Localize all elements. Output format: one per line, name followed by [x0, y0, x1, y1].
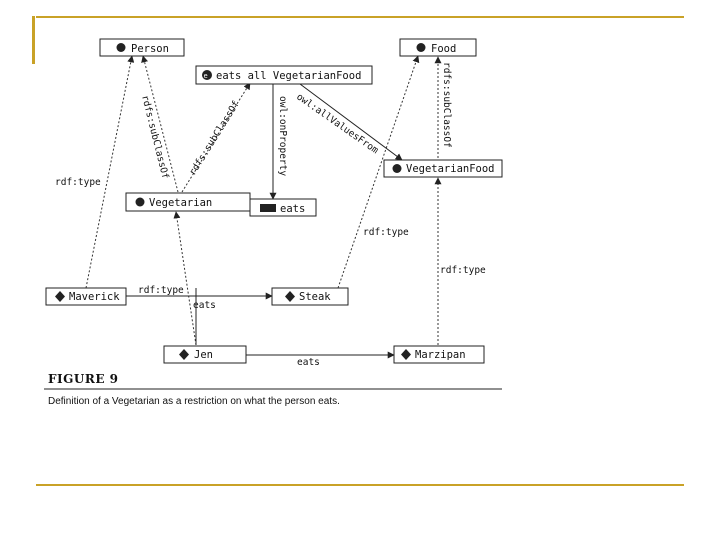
svg-text:Steak: Steak — [299, 291, 331, 303]
svg-text:eats all VegetarianFood: eats all VegetarianFood — [216, 70, 362, 82]
node-jen — [164, 346, 246, 363]
edge-label-subclass-1: rdfs:subClassOf — [139, 94, 171, 180]
edge-label-type-maverick: rdf:type — [55, 177, 101, 188]
svg-text:Marzipan: Marzipan — [415, 349, 466, 361]
node-food — [400, 39, 476, 56]
svg-text:Jen: Jen — [194, 349, 213, 361]
node-eats-property — [250, 199, 316, 216]
edge-label-eats-marzipan: eats — [297, 357, 320, 368]
edge-label-type-steak: rdf:type — [363, 227, 409, 238]
class-dot-icon — [393, 164, 402, 173]
edge-maverick-type-person — [86, 56, 132, 288]
edge-label-type-marzipan: rdf:type — [440, 265, 486, 276]
edge-restriction-allvaluesfrom-vegfood — [300, 84, 402, 160]
node-vegetarian — [126, 193, 250, 211]
edge-label-subclass-2: rdfs:subClassOf — [187, 99, 243, 178]
node-maverick — [46, 288, 126, 305]
edge-label-onproperty: owl:onProperty — [277, 96, 288, 177]
node-person — [100, 39, 184, 56]
svg-text:e: e — [203, 72, 208, 80]
edge-label-eats-steak: eats — [193, 300, 216, 311]
node-vegetarian-food — [384, 160, 502, 177]
edge-label-type-jen: rdf:type — [138, 285, 184, 296]
class-dot-icon — [417, 43, 426, 52]
node-marzipan — [394, 346, 484, 363]
svg-text:VegetarianFood: VegetarianFood — [406, 163, 495, 175]
figure-title: FIGURE 9 — [48, 372, 119, 386]
figure-caption: Definition of a Vegetarian as a restriction on what the person eats. — [48, 396, 340, 407]
node-restriction — [196, 66, 372, 84]
edge-label-allvaluesfrom: owl:allValuesFrom — [294, 91, 381, 157]
svg-text:Maverick: Maverick — [69, 291, 120, 303]
svg-text:Vegetarian: Vegetarian — [149, 197, 213, 209]
svg-text:eats: eats — [280, 203, 306, 215]
edge-jen-type-vegetarian — [176, 212, 196, 345]
property-square-icon — [260, 204, 276, 212]
class-dot-icon — [117, 43, 126, 52]
node-steak — [272, 288, 348, 305]
svg-text:Food: Food — [431, 43, 457, 55]
svg-text:Person: Person — [131, 43, 169, 55]
class-dot-icon — [136, 198, 145, 207]
edge-label-subclass-3: rdfs:subClassOf — [441, 62, 452, 148]
